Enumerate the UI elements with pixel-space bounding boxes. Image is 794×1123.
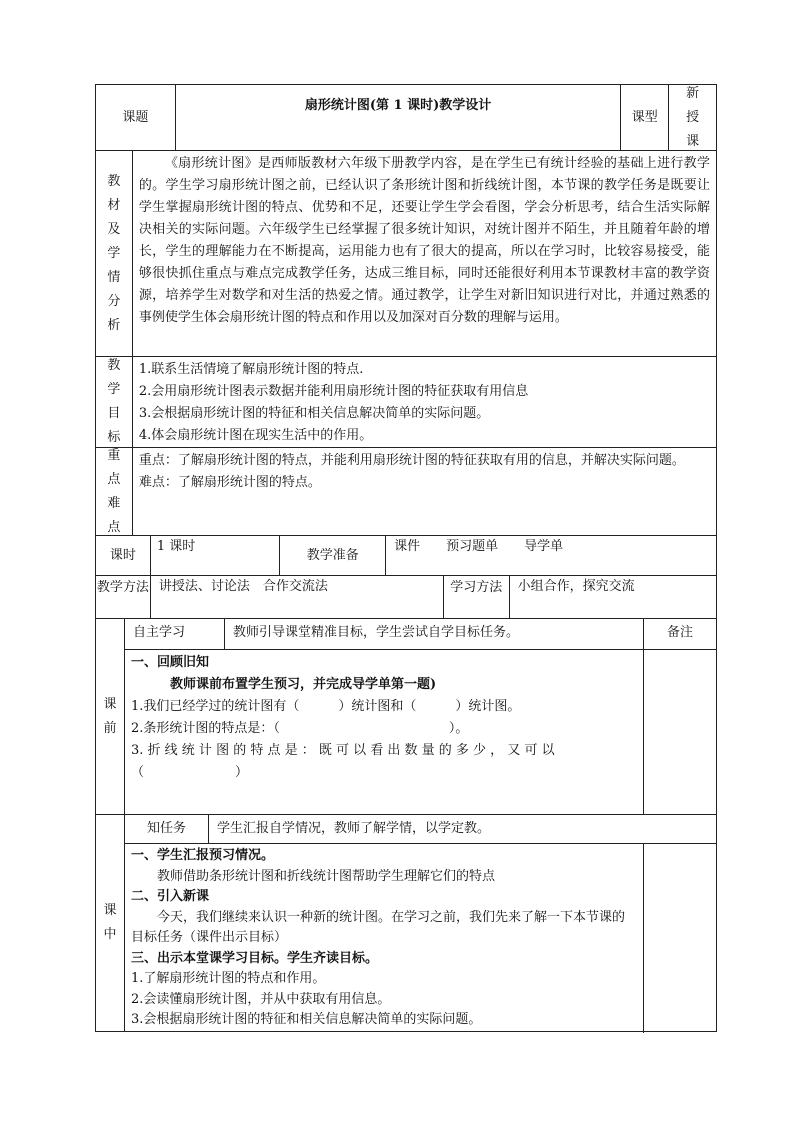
analysis-label — [96, 151, 133, 356]
methods-value-text: 讲授法、讨论法 合作交流法 — [158, 579, 328, 594]
section-heading-2: 二、引入新课 — [131, 889, 210, 904]
label-char: 教 — [107, 173, 121, 189]
objective-item: 1.了解扇形统计图的特点和作用。 — [131, 971, 326, 986]
pre-class-content — [125, 650, 644, 814]
self-study-label — [125, 619, 225, 649]
label-char: 材 — [107, 197, 121, 213]
prep-label-text: 教学准备 — [306, 547, 359, 563]
label-char: 点 — [107, 471, 121, 487]
self-study-value — [225, 619, 644, 649]
pre-class-row — [95, 618, 717, 814]
hours-value — [151, 536, 281, 575]
study-value — [510, 576, 716, 618]
type-label-text: 课型 — [631, 109, 658, 125]
label-char: 重 — [107, 447, 121, 463]
hours-label-text: 课时 — [109, 547, 136, 563]
study-value-text: 小组合作，探究交流 — [517, 579, 635, 594]
review-heading: 一、回顾旧知 — [131, 655, 210, 670]
task-label — [125, 815, 209, 843]
note-column — [644, 650, 716, 814]
keypoints-row — [95, 447, 717, 535]
topic-label — [96, 85, 176, 150]
section-heading-1: 一、学生汇报预习情况。 — [131, 848, 275, 863]
hours-value-text: 1 课时 — [156, 539, 196, 554]
self-study-row — [125, 619, 716, 650]
methods-label — [96, 576, 151, 618]
label-char: 学 — [107, 245, 121, 261]
question-1: 1.我们已经学过的统计图有（ ）统计图和（ ）统计图。 — [131, 699, 521, 714]
analysis-content — [133, 151, 716, 356]
goal-item: 4.体会扇形统计图在现实生活中的作用。 — [138, 428, 373, 443]
objective-item: 2.会读懂扇形统计图，并从中获取有用信息。 — [131, 991, 391, 1007]
type-char: 授 — [686, 109, 700, 125]
prep-value — [386, 536, 716, 575]
page-title — [176, 85, 622, 150]
prep-label — [280, 536, 386, 575]
keypoints-content — [133, 448, 716, 535]
note-column — [644, 844, 716, 1033]
task-row — [125, 815, 716, 844]
study-label — [444, 576, 510, 618]
hours-row — [95, 535, 717, 575]
label-char: 及 — [107, 221, 121, 237]
label-char: 教 — [107, 358, 121, 373]
label-char: 分 — [107, 293, 121, 309]
goals-content — [133, 357, 716, 447]
lesson-plan-table — [95, 84, 717, 1032]
pre-class-label — [96, 619, 125, 814]
label-char: 前 — [103, 720, 117, 736]
analysis-row — [95, 150, 717, 356]
in-class-body — [125, 815, 716, 1031]
section-text-1: 教师借助条形统计图和折线统计图帮助学生理解它们的特点 — [157, 868, 496, 884]
title-text: 扇形统计图(第 1 课时)教学设计 — [304, 98, 492, 113]
prep-value-text: 课件 预习题单 导学单 — [394, 539, 564, 554]
label-char: 学 — [107, 382, 121, 397]
label-char: 标 — [107, 430, 121, 445]
label-char: 课 — [103, 696, 117, 712]
self-study-value-text: 教师引导课堂精准目标，学生尝试自学目标任务。 — [233, 625, 520, 640]
goals-row — [95, 356, 717, 447]
key-point-text: 重点：了解扇形统计图的特点，并能利用扇形统计图的特征获取有用的信息，并解决实际问题。 — [138, 453, 685, 468]
methods-row — [95, 575, 717, 618]
goal-item: 2.会用扇形统计图表示数据并能利用扇形统计图的特征获取有用信息 — [138, 384, 529, 399]
label-char: 目 — [107, 406, 121, 421]
analysis-text: 《扇形统计图》是西师版教材六年级下册教学内容，是在学生已有统计经验的基础上进行教学的。学生学习扇形统计图之前，已经认识了条形统计图和折线统计图，本节课的教学任务是既要让学生掌握扇形统计图的特点、优势和不足，还要让学生学会看图，学会分析思考，结合生活实际解决相关的实际问题。六年级学生已经掌握了很多统计知识，对统计图并不陌生，并且随着年龄的增长，学生的理解能力在不断提高，运用能力也有了很大的提高，所以在学习时，比较容易接受，能够很快抓住重点与难点完成教学任务，达成三维目标，同时还能很好利用本节课教材丰富的教学资源，培养学生对数学和对生活的热爱之情。通过教学，让学生对新旧知识进行对比，并通过熟悉的事例使学生体会扇形统计图的特点和作用以及加深对百分数的理解与运用。 — [138, 156, 710, 325]
pre-class-content-row — [125, 650, 716, 814]
methods-value — [151, 576, 444, 618]
question-3-blank: （ ） — [131, 765, 249, 780]
goal-item: 1.联系生活情境了解扇形统计图的特点. — [138, 362, 364, 377]
label-char: 难 — [107, 495, 121, 511]
topic-label-text: 课题 — [122, 109, 149, 125]
study-label-text: 学习方法 — [450, 580, 503, 595]
note-label — [644, 619, 716, 649]
in-class-label — [96, 815, 125, 1031]
task-value-text: 学生汇报自学情况，教师了解学情，以学定教。 — [217, 821, 491, 836]
question-2: 2.条形统计图的特点是：（ ）。 — [131, 721, 469, 736]
label-char: 中 — [103, 927, 117, 942]
hours-label — [96, 536, 151, 575]
goal-item: 3.会根据扇形统计图的特征和相关信息解决简单的实际问题。 — [138, 406, 490, 421]
goals-label — [96, 357, 133, 447]
label-char: 点 — [107, 519, 121, 535]
label-char: 析 — [107, 317, 121, 333]
label-char: 情 — [107, 269, 121, 285]
objective-item: 3.会根据扇形统计图的特征和相关信息解决简单的实际问题。 — [131, 1012, 482, 1027]
task-label-text: 知任务 — [146, 821, 186, 836]
in-class-content — [125, 844, 644, 1033]
task-value — [209, 815, 716, 843]
in-class-content-row — [125, 844, 716, 1033]
keypoints-label — [96, 448, 133, 535]
type-value — [669, 85, 716, 150]
methods-label-text: 教学方法 — [96, 580, 149, 595]
type-label — [621, 85, 669, 150]
header-row — [95, 84, 717, 150]
section-text-2: 今天，我们继续来认识一种新的统计图。在学习之前，我们先来了解一下本节课的目标任务（课件出示目标） — [131, 909, 626, 945]
section-heading-3: 三、出示本堂课学习目标。学生齐读目标。 — [131, 950, 379, 966]
label-char: 课 — [103, 903, 117, 918]
review-subheading: 教师课前布置学生预习，并完成导学单第一题) — [170, 677, 437, 692]
type-char: 课 — [686, 133, 700, 149]
in-class-row — [95, 814, 717, 1032]
pre-class-body — [125, 619, 716, 814]
note-label-text: 备注 — [666, 625, 693, 640]
question-3: 3. 折 线 统 计 图 的 特 点 是 ： 既 可 以 看 出 数 量 的 多 少 ， 又 可 以 — [131, 743, 555, 758]
self-study-label-text: 自主学习 — [133, 625, 186, 640]
type-char: 新 — [686, 85, 700, 101]
difficult-point-text: 难点：了解扇形统计图的特点。 — [138, 475, 321, 490]
